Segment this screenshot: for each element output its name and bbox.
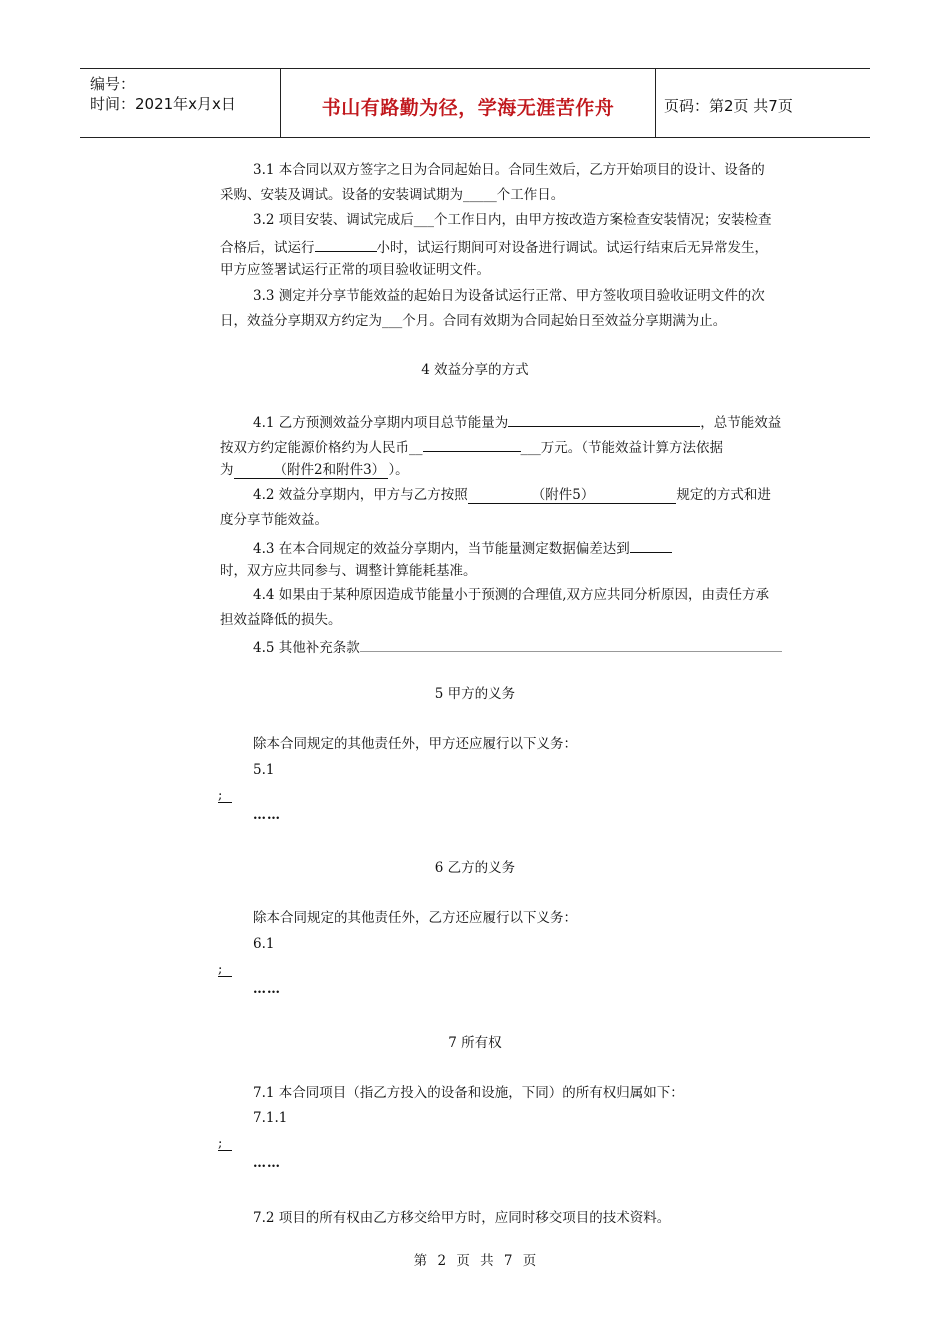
annex-5-reference: （附件5）: [468, 487, 677, 504]
clause-4-3-line-2: 时，双方应共同参与、调整计算能耗基准。: [220, 563, 477, 579]
clause-7-2: 7.2 项目的所有权由乙方移交给甲方时，应同时移交项目的技术资料。: [253, 1210, 671, 1226]
section-5-intro: 除本合同规定的其他责任外，甲方还应履行以下义务：: [253, 736, 577, 752]
continuation-dots: ……: [253, 1156, 281, 1171]
header-page-code: 页码：第2页 共7页: [664, 97, 793, 115]
blank-total-energy-saving: [508, 412, 700, 427]
clause-4-3-line-1: 4.3 在本合同规定的效益分享期内，当节能量测定数据偏差达到: [253, 538, 672, 557]
item-5-1: 5.1: [253, 762, 275, 778]
section-4-heading: 4 效益分享的方式: [421, 362, 529, 378]
item-6-1-blank: ;: [218, 964, 232, 977]
item-6-1: 6.1: [253, 936, 275, 952]
header-meta-cell: [80, 69, 280, 137]
blank-trial-hours: [315, 237, 377, 252]
item-5-1-blank: ;: [218, 790, 232, 803]
document-number-label: 编号：: [90, 75, 136, 93]
clause-4-4-line-2: 担效益降低的损失。: [220, 612, 342, 628]
continuation-dots: ……: [253, 808, 281, 823]
clause-3-1-line-2: 采购、安装及调试。设备的安装调试期为_____个工作日。: [220, 187, 565, 203]
header-slogan-cell: [280, 69, 656, 137]
document-header: [80, 68, 870, 138]
section-7-heading: 7 所有权: [448, 1035, 502, 1051]
clause-3-3-line-1: 3.3 测定并分享节能效益的起始日为设备试运行正常、甲方签收项目验收证明文件的次: [253, 288, 765, 304]
clause-3-3-line-2: 日，效益分享期双方约定为___个月。合同有效期为合同起始日至效益分享期满为止。: [220, 313, 727, 329]
clause-4-1-line-2: 按双方约定能源价格约为人民币__ ___万元。（节能效益计算方法依据: [220, 437, 723, 456]
header-page-cell: [656, 69, 870, 137]
blank-deviation: [630, 538, 672, 553]
annex-2-3-reference: （附件2和附件3）: [234, 462, 389, 479]
item-7-1-1-blank: ;: [218, 1138, 232, 1151]
item-7-1-1: 7.1.1: [253, 1110, 288, 1126]
section-6-heading: 6 乙方的义务: [434, 860, 516, 876]
blank-supplementary-terms: [360, 637, 782, 652]
document-time-label: 时间：2021年x月x日: [90, 95, 236, 113]
clause-4-1-line-1: 4.1 乙方预测效益分享期内项目总节能量为 ，总节能效益: [253, 412, 781, 431]
page-footer: 第 2 页 共 7 页: [413, 1253, 537, 1269]
section-6-intro: 除本合同规定的其他责任外，乙方还应履行以下义务：: [253, 910, 577, 926]
clause-3-2-line-1: 3.2 项目安装、调试完成后___个工作日内，由甲方按改造方案检查安装情况；安装检查: [253, 212, 772, 228]
blank-amount-rmb: [423, 437, 521, 452]
clause-4-1-line-3: 为 （附件2和附件3） ）。: [220, 462, 409, 478]
clause-3-1-line-1: 3.1 本合同以双方签字之日为合同起始日。合同生效后，乙方开始项目的设计、设备的: [253, 162, 765, 178]
clause-4-4-line-1: 4.4 如果由于某种原因造成节能量小于预测的合理值,双方应共同分析原因，由责任方承: [253, 587, 770, 603]
header-slogan: 书山有路勤为径，学海无涯苦作舟: [321, 97, 615, 119]
clause-4-5: 4.5 其他补充条款: [253, 637, 782, 656]
clause-3-2-line-3: 甲方应签署试运行正常的项目验收证明文件。: [220, 262, 490, 278]
continuation-dots: ……: [253, 982, 281, 997]
clause-3-2-line-2: 合格后，试运行 小时，试运行期间可对设备进行调试。试运行结束后无异常发生，: [220, 237, 768, 256]
clause-7-1: 7.1 本合同项目（指乙方投入的设备和设施，下同）的所有权归属如下：: [253, 1085, 684, 1101]
clause-4-2-line-2: 度分享节能效益。: [220, 512, 328, 528]
clause-4-2-line-1: 4.2 效益分享期内，甲方与乙方按照 （附件5） 规定的方式和进: [253, 487, 771, 503]
section-5-heading: 5 甲方的义务: [434, 686, 516, 702]
